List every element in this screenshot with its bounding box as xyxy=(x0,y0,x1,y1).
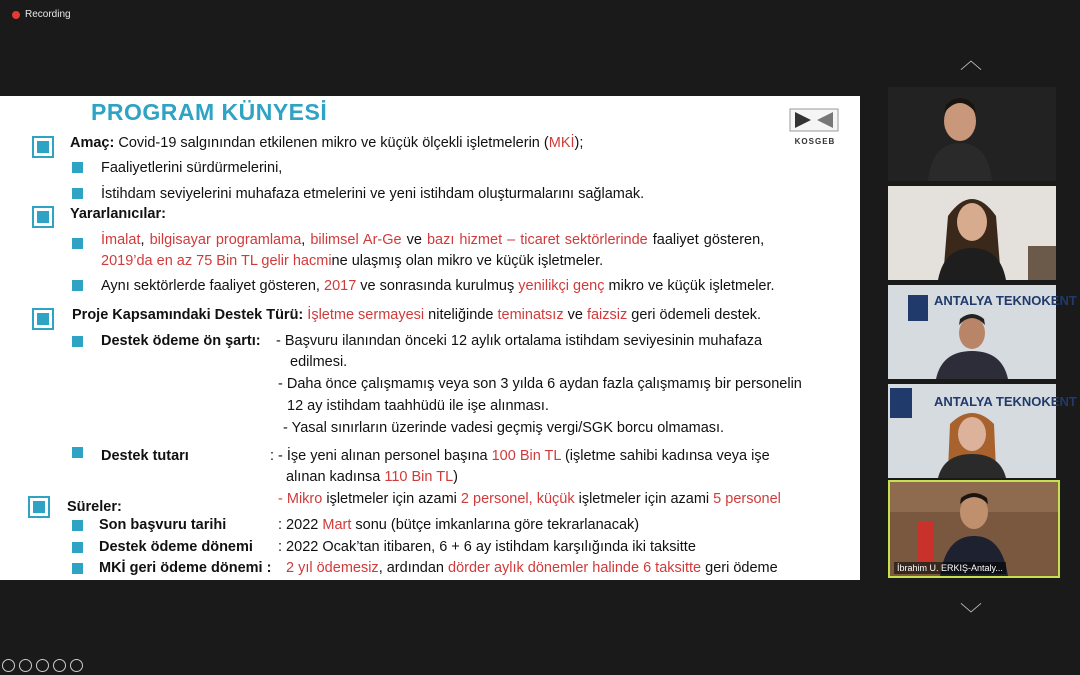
participant-video-5-active-speaker[interactable] xyxy=(888,480,1060,578)
bullet-icon xyxy=(72,520,83,531)
person-avatar-icon xyxy=(888,87,1056,181)
yararlanici-1-line-1: İmalat, bilgisayar programlama, bilimsel Ar-Ge ve bazı hizmet – ticaret sektörlerinde faaliyet gösteren, xyxy=(101,232,765,248)
bullet-icon xyxy=(72,447,83,458)
odeme-on-sart-line-2: edilmesi. xyxy=(290,354,348,370)
sureler-heading: Süreler: xyxy=(67,499,122,515)
bullet-icon xyxy=(72,188,83,199)
participant-3-brand: ANTALYA TEKNOKENT xyxy=(934,293,1077,308)
destek-tutari-line-2: alınan kadınsa 110 Bin TL) xyxy=(286,469,458,485)
toolbar-button[interactable] xyxy=(2,659,15,672)
section-bullet-icon xyxy=(28,496,50,518)
participant-video-3[interactable] xyxy=(888,285,1077,379)
participant-video-4[interactable] xyxy=(888,384,1077,478)
section-bullet-icon xyxy=(32,136,54,158)
toolbar-button[interactable] xyxy=(53,659,66,672)
participant-video-1[interactable] xyxy=(888,87,1056,181)
amac-line: Amaç: Covid-19 salgınından etkilenen mikro ve küçük ölçekli işletmelerin (MKİ); xyxy=(70,135,584,151)
bullet-icon xyxy=(72,280,83,291)
toolbar-button[interactable] xyxy=(70,659,83,672)
toolbar-button[interactable] xyxy=(19,659,32,672)
scroll-up-icon[interactable]: ︿ xyxy=(960,48,983,73)
bullet-icon xyxy=(72,542,83,553)
participant-4-brand: ANTALYA TEKNOKENT xyxy=(934,394,1077,409)
participant-video-2[interactable] xyxy=(888,186,1056,280)
kosgeb-logo-icon xyxy=(789,108,839,132)
section-bullet-icon xyxy=(32,308,54,330)
bullet-icon xyxy=(72,162,83,173)
destek-tutari-label: Destek tutarı xyxy=(101,448,189,464)
geri-odeme-label: MKİ geri ödeme dönemi : xyxy=(99,560,272,576)
recording-label: Recording xyxy=(25,9,71,20)
bullet-icon xyxy=(72,238,83,249)
destek-tutari-line-1: - İşe yeni alınan personel başına 100 Bin TL (işletme sahibi kadınsa veya işe xyxy=(278,448,770,464)
geri-odeme-value: 2 yıl ödemesiz, ardından dörder aylık dönemler halinde 6 taksitte geri ödeme xyxy=(286,560,778,576)
amac-bullet-2: İstihdam seviyelerini muhafaza etmelerini ve yeni istihdam oluşturmalarını sağlamak. xyxy=(101,186,645,202)
bullet-icon xyxy=(72,336,83,347)
participant-name-label: İbrahim U. ERKIŞ-Antaly... xyxy=(894,562,1006,574)
odeme-on-sart-line-5: - Yasal sınırların üzerinde vadesi geçmiş vergi/SGK borcu olmaması. xyxy=(283,420,725,436)
recording-dot-icon xyxy=(12,11,20,19)
shared-slide xyxy=(0,96,860,580)
odeme-on-sart-label: Destek ödeme ön şartı: xyxy=(101,333,261,349)
person-avatar-icon xyxy=(888,186,1056,280)
odeme-donemi-value: : 2022 Ocak’tan itibaren, 6 + 6 ay istihdam karşılığında iki taksitte xyxy=(278,539,696,555)
yararlanicilar-heading: Yararlanıcılar: xyxy=(70,206,166,222)
odeme-on-sart-line-4: 12 ay istihdam taahhüdü ile işe alınması. xyxy=(287,398,549,414)
person-avatar-icon xyxy=(888,384,1077,478)
odeme-on-sart-line-3: - Daha önce çalışmamış veya son 3 yılda 6 aydan fazla çalışmamış bir personelin xyxy=(278,376,802,392)
person-avatar-icon xyxy=(888,285,1077,379)
section-bullet-icon xyxy=(32,206,54,228)
odeme-donemi-label: Destek ödeme dönemi xyxy=(99,539,253,555)
recording-indicator xyxy=(12,9,71,20)
son-basvuru-value: : 2022 Mart sonu (bütçe imkanlarına göre tekrarlanacak) xyxy=(278,517,640,533)
odeme-on-sart-line-1: - Başvuru ilanından önceki 12 aylık ortalama istihdam seviyesinin muhafaza xyxy=(276,333,763,349)
logo-text: KOSGEB xyxy=(794,137,836,146)
bullet-icon xyxy=(72,563,83,574)
son-basvuru-label: Son başvuru tarihi xyxy=(99,517,227,533)
scroll-down-icon[interactable]: ﹀ xyxy=(960,602,983,627)
toolbar-button[interactable] xyxy=(36,659,49,672)
amac-bullet-1: Faaliyetlerini sürdürmelerini, xyxy=(101,160,283,176)
annotation-toolbar[interactable] xyxy=(2,659,83,672)
yararlanici-1-line-2: 2019’da en az 75 Bin TL gelir hacmine ulaşmış olan mikro ve küçük işletmeler. xyxy=(101,253,604,269)
destek-tutari-colon: : xyxy=(270,448,275,464)
destek-tutari-line-3: - Mikro işletmeler için azami 2 personel, küçük işletmeler için azami 5 personel xyxy=(278,491,781,507)
slide-title: PROGRAM KÜNYESİ xyxy=(91,99,328,125)
proje-line: Proje Kapsamındaki Destek Türü: İşletme sermayesi niteliğinde teminatsız ve faizsiz geri ödemeli destek. xyxy=(72,307,762,323)
yararlanici-2: Aynı sektörlerde faaliyet gösteren, 2017 ve sonrasında kurulmuş yenilikçi genç mikro ve küçük işletmeler. xyxy=(101,278,775,294)
kosgeb-logo xyxy=(789,108,841,146)
